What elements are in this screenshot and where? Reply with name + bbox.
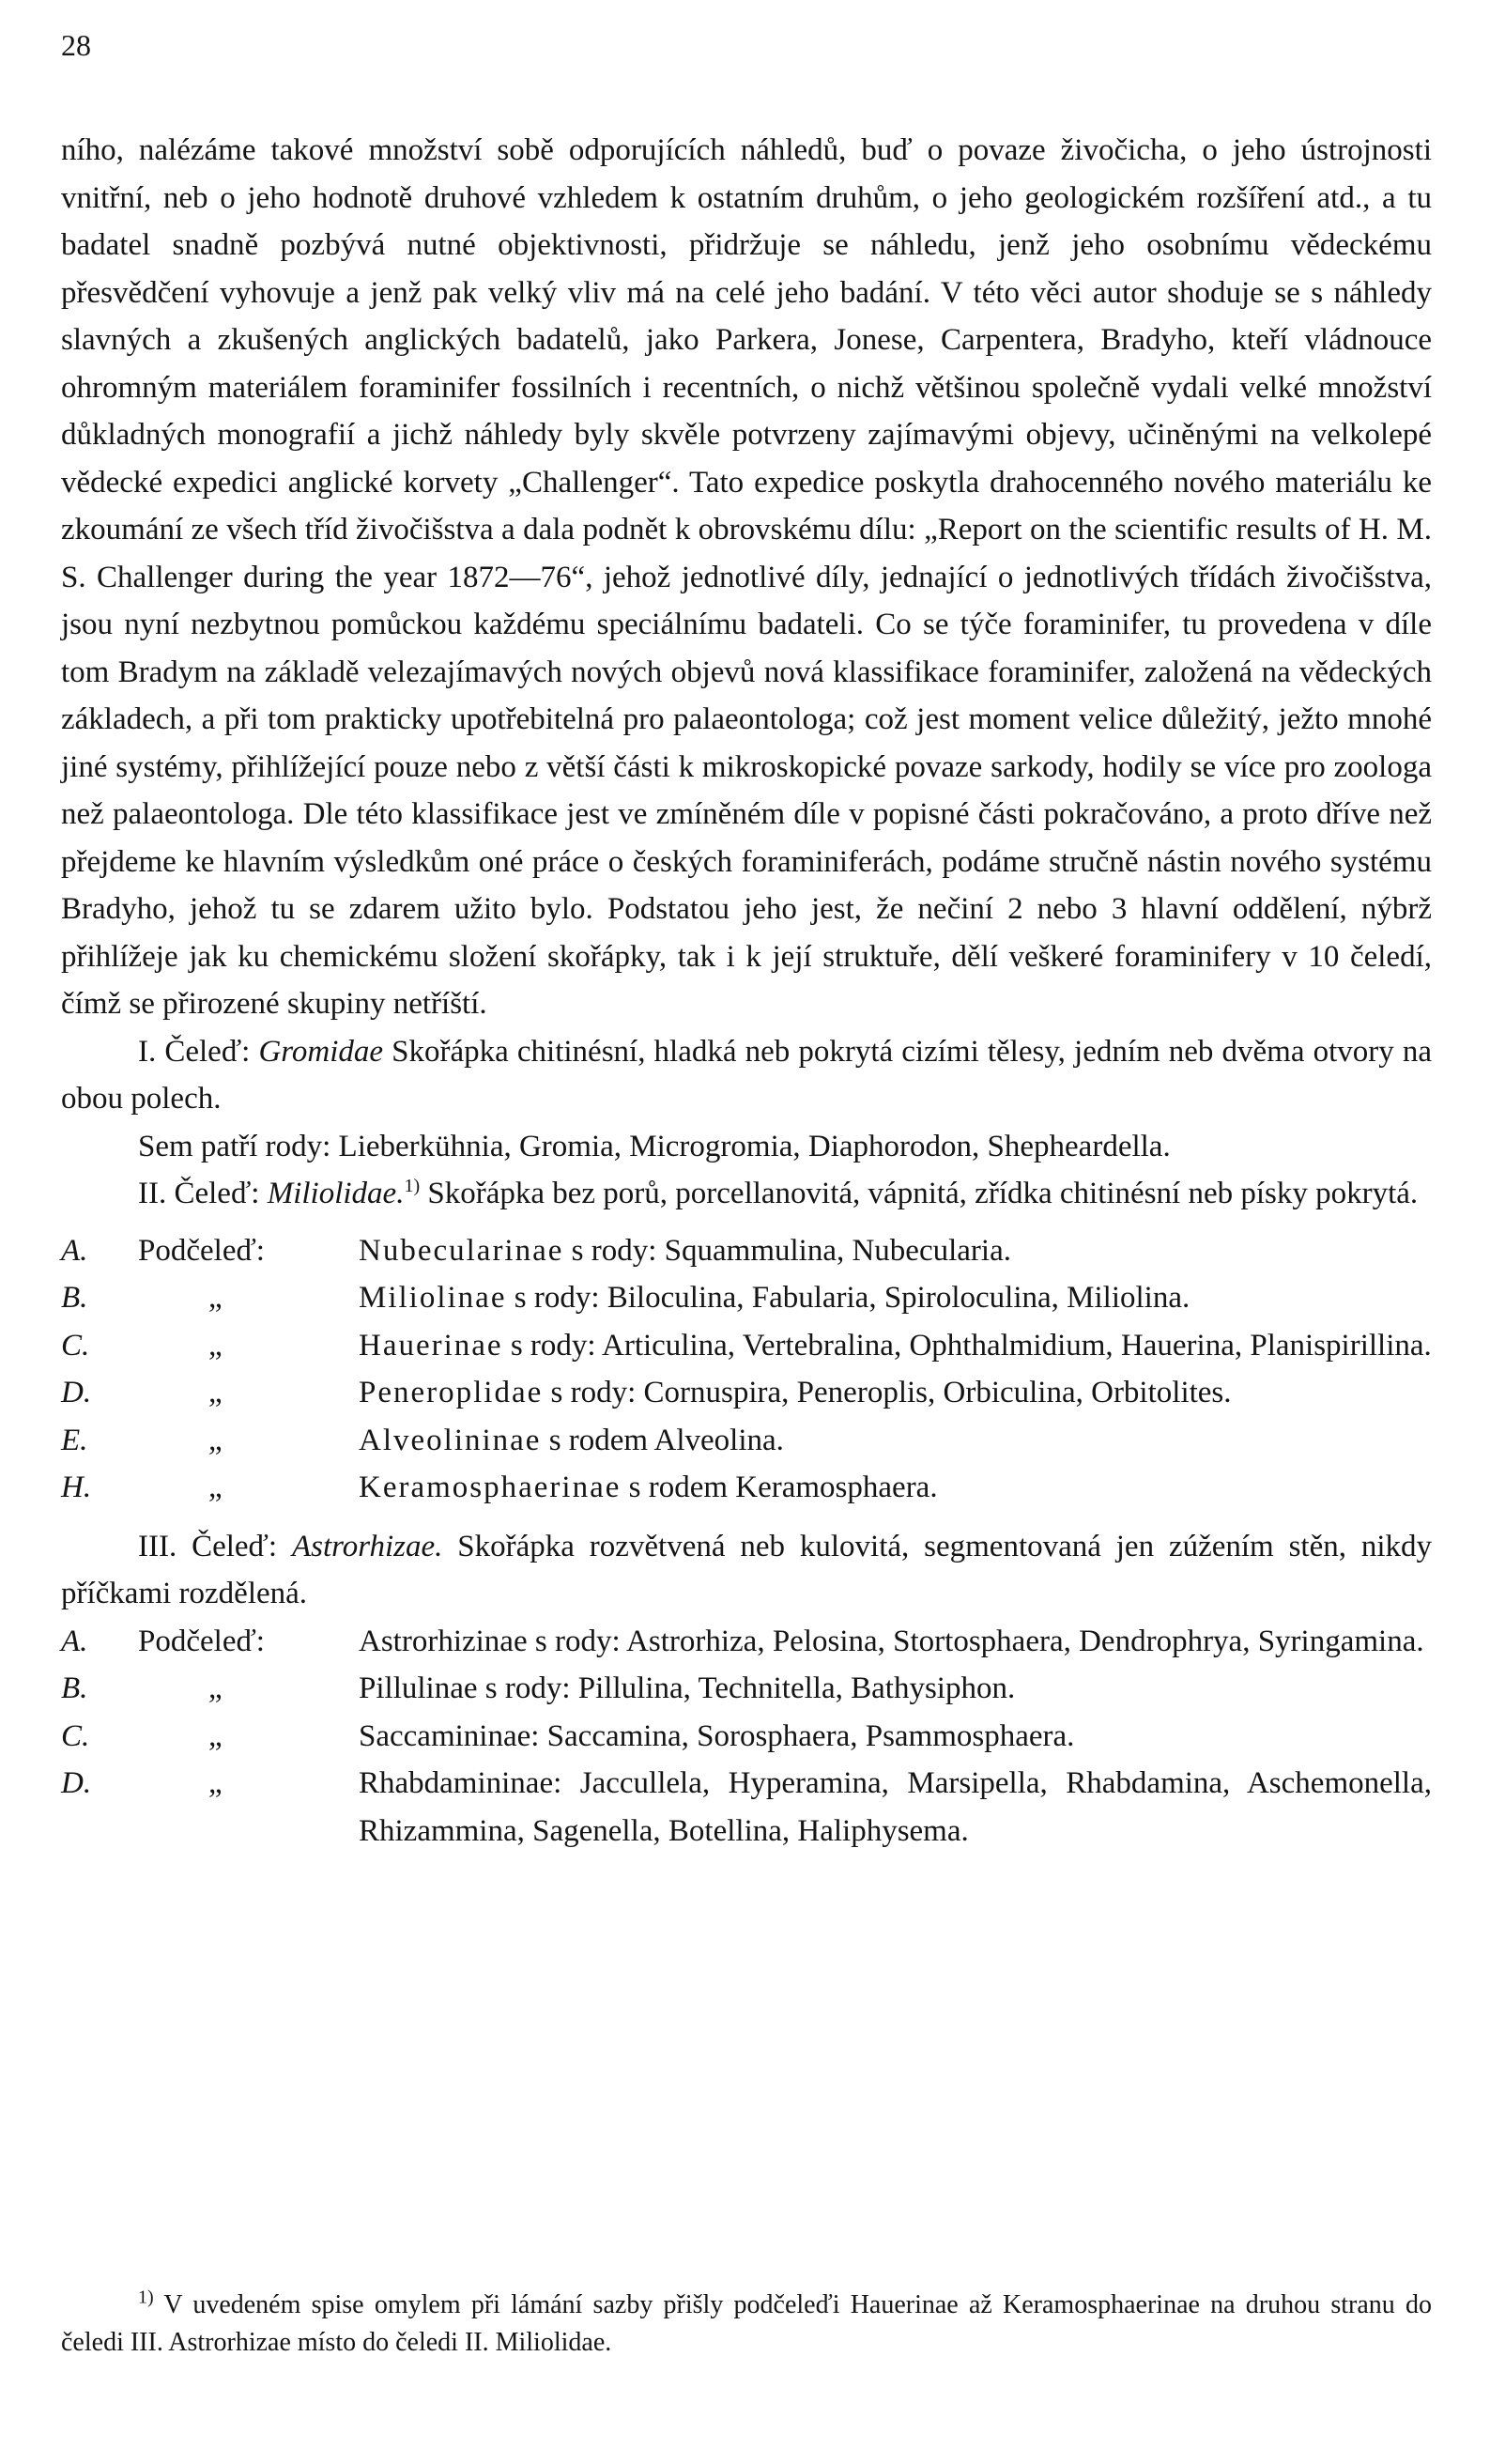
subfamily-name: Keramosphaerinae xyxy=(359,1471,622,1504)
subfamily-mark: „ xyxy=(208,1766,223,1800)
subfamily-mark: Podčeleď: xyxy=(138,1624,265,1658)
subfamily-text xyxy=(359,1665,1432,1713)
miliolidae-subfamilies xyxy=(61,1227,1432,1512)
subfamily-row xyxy=(61,1417,1432,1465)
subfamily-genera: s rody: Astrorhiza, Pelosina, Stortosphaera, Dendrophrya, Syringamina. xyxy=(534,1624,1424,1658)
subfamily-name: Alveolininae xyxy=(359,1423,542,1457)
subfamily-genera: s rody: Pillulina, Technitella, Bathysiphon. xyxy=(484,1671,1016,1705)
subfamily-row xyxy=(61,1464,1432,1512)
footnote-text: V uvedeném spise omylem při lámání sazby přišly podčeleďi Hauerinae až Keramosphaerinae na druhou stranu do čeledi III. Astrorhizae místo do čeledi II. Miliolidae. xyxy=(61,2290,1432,2357)
subfamily-genera: s rody: Cornuspira, Peneroplis, Orbiculina, Orbitolites. xyxy=(550,1376,1232,1409)
subfamily-name: Rhabdamininae: xyxy=(359,1766,562,1800)
subfamily-text xyxy=(359,1618,1432,1666)
subfamily-letter: A. xyxy=(61,1233,88,1268)
subfamily-mark: „ xyxy=(208,1423,223,1457)
subfamily-letter: C. xyxy=(61,1328,90,1363)
subfamily-mark: „ xyxy=(208,1376,223,1409)
family-description: Skořápka rozvětvená neb kulovitá, segmentovaná jen zúžením stěn, nikdy příčkami rozdělená. xyxy=(61,1529,1433,1610)
family-miliolidae xyxy=(61,1170,1432,1218)
family-description: Skořápka chitinésní, hladká neb pokrytá cizími tělesy, jedním neb dvěma otvory na obou polech. xyxy=(61,1034,1433,1116)
subfamily-genera: Saccamina, Sorosphaera, Psammosphaera. xyxy=(546,1718,1075,1753)
family-astrorhizae xyxy=(61,1523,1432,1618)
subfamily-letter: B. xyxy=(61,1281,88,1315)
family-name: Gromidae xyxy=(258,1034,384,1069)
subfamily-letter: C. xyxy=(61,1718,90,1753)
subfamily-text xyxy=(359,1760,1432,1855)
subfamily-row xyxy=(61,1713,1432,1761)
footnote-mark: 1) xyxy=(138,2287,154,2308)
family-label: III. Čeleď: xyxy=(138,1529,278,1563)
subfamily-mark: „ xyxy=(208,1328,223,1363)
subfamily-name: Pillulinae xyxy=(359,1671,478,1705)
subfamily-text xyxy=(359,1417,1432,1465)
subfamily-row xyxy=(61,1274,1432,1322)
subfamily-letter: D. xyxy=(61,1766,92,1800)
subfamily-name: Saccamininae: xyxy=(359,1718,540,1753)
family-name: Miliolidae. xyxy=(267,1177,405,1210)
family-name: Astrorhizae. xyxy=(291,1529,443,1563)
subfamily-mark: „ xyxy=(208,1281,223,1315)
subfamily-name: Astrorhizinae xyxy=(359,1624,528,1658)
page-number: 28 xyxy=(61,28,91,62)
subfamily-row xyxy=(61,1227,1432,1275)
subfamily-row xyxy=(61,1369,1432,1417)
subfamily-genera: s rody: Squammulina, Nubecularia. xyxy=(571,1233,1011,1268)
subfamily-letter: E. xyxy=(61,1423,88,1457)
subfamily-row xyxy=(61,1322,1432,1370)
footnote xyxy=(61,2287,1432,2362)
subfamily-row xyxy=(61,1760,1432,1855)
subfamily-row xyxy=(61,1665,1432,1713)
subfamily-mark: „ xyxy=(208,1471,223,1504)
subfamily-text xyxy=(359,1274,1432,1322)
subfamily-mark: „ xyxy=(208,1671,223,1705)
subfamily-genera: s rody: Biloculina, Fabularia, Spiroloculina, Miliolina. xyxy=(514,1281,1190,1315)
subfamily-name: Hauerinae xyxy=(359,1328,503,1363)
subfamily-letter: H. xyxy=(61,1471,92,1504)
family-label: II. Čeleď: xyxy=(138,1177,260,1210)
subfamily-genera: Jaccullela, Hyperamina, Marsipella, Rhabdamina, Aschemonella, Rhizammina, Sagenella, Botellina, Haliphysema. xyxy=(359,1766,1432,1848)
family-gromidae xyxy=(61,1028,1432,1123)
footnote-body xyxy=(61,2287,1432,2362)
subfamily-letter: D. xyxy=(61,1376,92,1409)
subfamily-letter: B. xyxy=(61,1671,88,1705)
subfamily-text xyxy=(359,1713,1432,1761)
subfamily-name: Miliolinae xyxy=(359,1281,507,1315)
family-gromidae-genera: Sem patří rody: Lieberkühnia, Gromia, Microgromia, Diaphorodon, Shepheardella. xyxy=(138,1129,1171,1163)
subfamily-letter: A. xyxy=(61,1624,88,1658)
subfamily-text xyxy=(359,1369,1432,1417)
subfamily-mark: Podčeleď: xyxy=(138,1233,265,1268)
subfamily-text xyxy=(359,1322,1432,1370)
intro-paragraph: ního, nalézáme takové množství sobě odporujících náhledů, buď o povaze živočicha, o jeho ústrojnosti vnitřní, neb o jeho hodnotě druhové vzhledem k ostatním druhům, o jeho geologickém rozšíření atd., a tu badatel snadně pozbývá nutné objektivnosti, přidržuje se náhledu, jenž jeho osobnímu vědeckému přesvědčení vyhovuje a jenž pak velký vliv má na celé jeho badání. V této věci autor shoduje se s náhledy slavných a zkušených anglických badatelů, jako Parkera, Jonese, Carpentera, Bradyho, kteří vládnouce ohromným materiálem foraminifer fossilních i recentních, o nichž většinou společně vydali velké množství důkladných monografií a jichž náhledy byly skvěle potvrzeny zajímavými objevy, učiněnými na velkolepé vědecké expedici anglické korvety „Challenger“. Tato expedice poskytla drahocenného nového materiálu ke zkoumání ze všech tříd živočišstva a dala podnět k obrovskému dílu: „Report on the scientific results of H. M. S. Challenger during the year 1872—76“, jehož jednotlivé díly, jednající o jednotlivých třídách živočišstva, jsou nyní nezbytnou pomůckou každému speciálnímu badateli. Co se týče foraminifer, tu provedena v díle tom Bradym na základě velezajímavých nových objevů nová klassifikace foraminifer, založená na vědeckých základech, a při tom prakticky upotřebitelná pro palaeontologa; což jest moment velice důležitý, ježto mnohé jiné systémy, přihlížející pouze nebo z větší části k mikroskopické povaze sarkody, hodily se více pro zoologa než palaeontologa. Dle této klassifikace jest ve zmíněném díle v popisné části pokračováno, a proto dříve než přejdeme ke hlavním výsledkům oné práce o českých foraminiferách, podáme stručně nástin nového systému Bradyho, jehož tu se zdarem užito bylo. Podstatou jeho jest, že nečiní 2 nebo 3 hlavní oddělení, nýbrž přihlížeje jak ku chemickému složení skořápky, tak i k její struktuře, dělí veškeré foraminifery v 10 čeledí, čímž se přirozené skupiny netříští. xyxy=(61,133,1432,1021)
subfamily-text xyxy=(359,1227,1432,1275)
subfamily-row xyxy=(61,1618,1432,1666)
subfamily-genera: s rodem Alveolina. xyxy=(548,1423,784,1457)
subfamily-text xyxy=(359,1464,1432,1512)
subfamily-mark: „ xyxy=(208,1718,223,1753)
subfamily-genera: s rody: Articulina, Vertebralina, Ophthalmidium, Hauerina, Planispirillina. xyxy=(510,1328,1432,1363)
main-text xyxy=(61,127,1432,1855)
subfamily-name: Peneroplidae xyxy=(359,1376,544,1409)
subfamily-name: Nubecularinae xyxy=(359,1233,564,1268)
footnote-ref: 1) xyxy=(404,1176,421,1196)
subfamily-genera: s rodem Keramosphaera. xyxy=(628,1471,938,1504)
family-label: I. Čeleď: xyxy=(138,1034,251,1069)
astrorhizae-subfamilies xyxy=(61,1618,1432,1856)
family-description: Skořápka bez porů, porcellanovitá, vápnitá, zřídka chitinésní neb písky pokrytá. xyxy=(427,1177,1419,1210)
